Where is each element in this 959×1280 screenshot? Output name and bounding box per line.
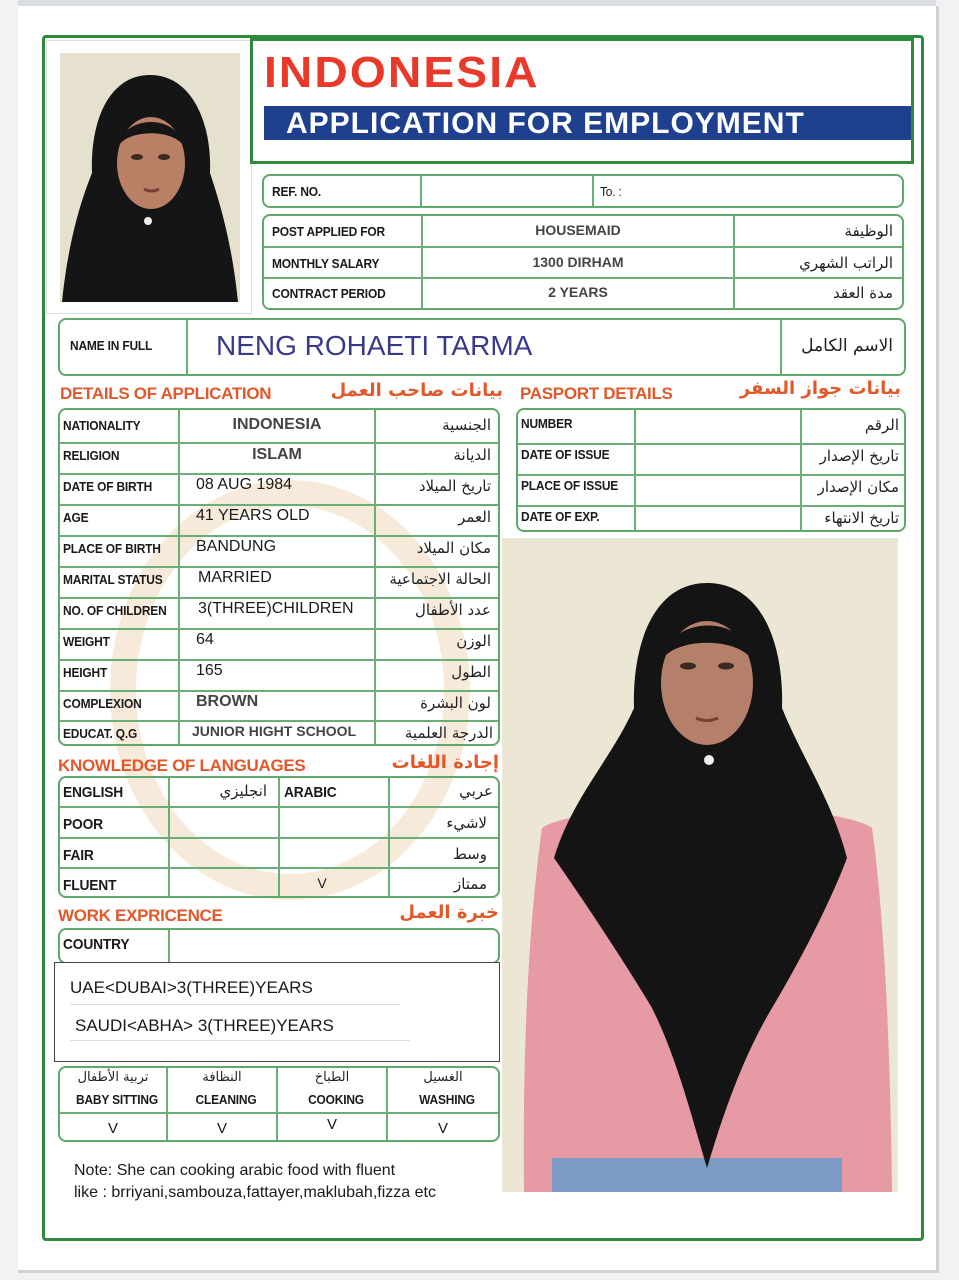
passport-row-arabic: الرقم <box>864 416 899 434</box>
details-row-arabic: لون البشرة <box>420 694 491 712</box>
details-row-arabic: الحالة الاجتماعية <box>389 570 491 588</box>
passport-title-ar: بيانات جواز السفر <box>739 378 901 399</box>
skill-label: COOKING <box>308 1092 364 1107</box>
details-row-arabic: الديانة <box>453 446 491 464</box>
portrait-photo-small <box>60 53 240 302</box>
details-row-value: 41 YEARS OLD <box>196 507 310 524</box>
passport-title: PASPORT DETAILS <box>520 384 673 403</box>
post-row-arabic: الراتب الشهري <box>799 254 893 272</box>
passport-row-arabic: تاريخ الانتهاء <box>824 509 899 527</box>
details-row-arabic: تاريخ الميلاد <box>418 477 491 495</box>
skill-label-ar: الطباخ <box>314 1070 350 1085</box>
details-row-value: ISLAM <box>252 446 302 463</box>
lang-english-label: ENGLISH <box>63 784 124 801</box>
details-row-label: HEIGHT <box>63 665 108 680</box>
full-body-photo <box>502 538 908 1192</box>
details-row-label: NO. OF CHILDREN <box>63 603 167 618</box>
passport-row-label: NUMBER <box>521 416 573 431</box>
passport-row-label: PLACE OF ISSUE <box>521 478 619 493</box>
details-row-value: 08 AUG 1984 <box>196 476 293 493</box>
details-row-arabic: العمر <box>458 508 491 526</box>
details-row-label: NATIONALITY <box>63 418 141 433</box>
skill-label-ar: النظافة <box>202 1070 242 1085</box>
skill-label: BABY SITTING <box>76 1092 158 1107</box>
skill-label-ar: تربية الأطفال <box>77 1070 149 1085</box>
work-entry-2: SAUDI<ABHA> 3(THREE)YEARS <box>75 1016 334 1035</box>
name-label-ar: الاسم الكامل <box>801 336 893 356</box>
details-row-label: DATE OF BIRTH <box>63 479 153 494</box>
passport-row-label: DATE OF ISSUE <box>521 447 610 462</box>
skill-label-ar: الغسيل <box>423 1070 463 1085</box>
passport-row-arabic: تاريخ الإصدار <box>819 447 899 465</box>
skill-label: WASHING <box>419 1092 475 1107</box>
details-row-label: AGE <box>63 510 89 525</box>
ref-no-label: REF. NO. <box>272 184 322 199</box>
details-row-arabic: الطول <box>451 663 491 681</box>
note-box <box>60 1152 500 1212</box>
details-row-label: MARITAL STATUS <box>63 572 163 587</box>
post-row-label: POST APPLIED FOR <box>272 224 385 239</box>
details-row-value: BROWN <box>196 693 259 710</box>
country-title: INDONESIA <box>264 48 540 97</box>
skill-check-mark: V <box>107 1120 118 1137</box>
lang-row-label-ar: وسط <box>452 845 487 863</box>
work-country-label: COUNTRY <box>63 936 130 953</box>
lang-row-label-ar: لاشيء <box>446 814 487 832</box>
lang-arabic-ar: عربي <box>459 782 493 800</box>
details-row-arabic: الوزن <box>456 632 491 650</box>
languages-title-ar: إجادة اللغات <box>391 752 499 773</box>
subtitle-text: APPLICATION FOR EMPLOYMENT <box>286 107 805 140</box>
work-title: WORK EXPRICENCE <box>58 906 223 925</box>
note-line-1: Note: She can cooking arabic food with fluent <box>74 1162 396 1179</box>
work-entry-1: UAE<DUBAI>3(THREE)YEARS <box>70 978 313 997</box>
details-title: DETAILS OF APPLICATION <box>60 384 272 403</box>
post-row-label: CONTRACT PERIOD <box>272 286 386 301</box>
lang-row-label: FLUENT <box>63 877 117 894</box>
lang-row-label: FAIR <box>63 847 94 864</box>
languages-title: KNOWLEDGE OF LANGUAGES <box>58 756 306 775</box>
details-row-label: PLACE OF BIRTH <box>63 541 161 556</box>
details-row-label: COMPLEXION <box>63 696 142 711</box>
details-row-value: 64 <box>196 631 214 648</box>
ref-box <box>262 174 904 208</box>
details-row-value: INDONESIA <box>232 416 322 433</box>
lang-row-arabic: V <box>317 875 327 891</box>
name-label: NAME IN FULL <box>70 338 153 353</box>
details-row-arabic: الجنسية <box>442 416 491 434</box>
to-label: To. : <box>600 184 622 199</box>
details-row-label: RELIGION <box>63 448 120 463</box>
skill-label: CLEANING <box>195 1092 257 1107</box>
post-row-value: HOUSEMAID <box>535 222 621 238</box>
details-row-arabic: عدد الأطفال <box>415 601 491 619</box>
details-row-value: JUNIOR HIGHT SCHOOL <box>192 723 357 739</box>
lang-row-label: POOR <box>63 816 103 833</box>
details-row-value: BANDUNG <box>196 538 277 555</box>
details-row-arabic: الدرجة العلمية <box>404 724 493 742</box>
post-row-value: 2 YEARS <box>548 284 608 300</box>
work-entries-box <box>54 962 500 1062</box>
lang-row-label-ar: ممتاز <box>453 875 487 893</box>
post-row-arabic: الوظيفة <box>844 222 893 240</box>
skill-check-mark: V <box>216 1120 227 1137</box>
name-value: NENG ROHAETI TARMA <box>216 330 533 361</box>
lang-english-ar: انجليزي <box>219 782 267 800</box>
details-title-ar: بيانات صاحب العمل <box>330 380 503 401</box>
details-row-value: 3(THREE)CHILDREN <box>198 600 354 617</box>
details-row-value: 165 <box>196 662 223 679</box>
skill-check-mark: V <box>437 1120 448 1137</box>
post-row-value: 1300 DIRHAM <box>532 254 624 270</box>
post-row-label: MONTHLY SALARY <box>272 256 380 271</box>
details-row-value: MARRIED <box>198 569 272 586</box>
details-row-arabic: مكان الميلاد <box>416 539 491 557</box>
lang-arabic-label: ARABIC <box>284 784 337 801</box>
work-title-ar: خبرة العمل <box>399 902 499 923</box>
passport-row-label: DATE OF EXP. <box>521 509 600 524</box>
skill-check-mark: V <box>326 1116 337 1133</box>
post-row-arabic: مدة العقد <box>833 284 893 302</box>
note-line-2: like : brriyani,sambouza,fattayer,maklubah,fizza etc <box>74 1184 436 1201</box>
details-row-label: WEIGHT <box>63 634 110 649</box>
passport-row-arabic: مكان الإصدار <box>817 478 899 496</box>
details-row-label: EDUCAT. Q.G <box>63 726 138 741</box>
